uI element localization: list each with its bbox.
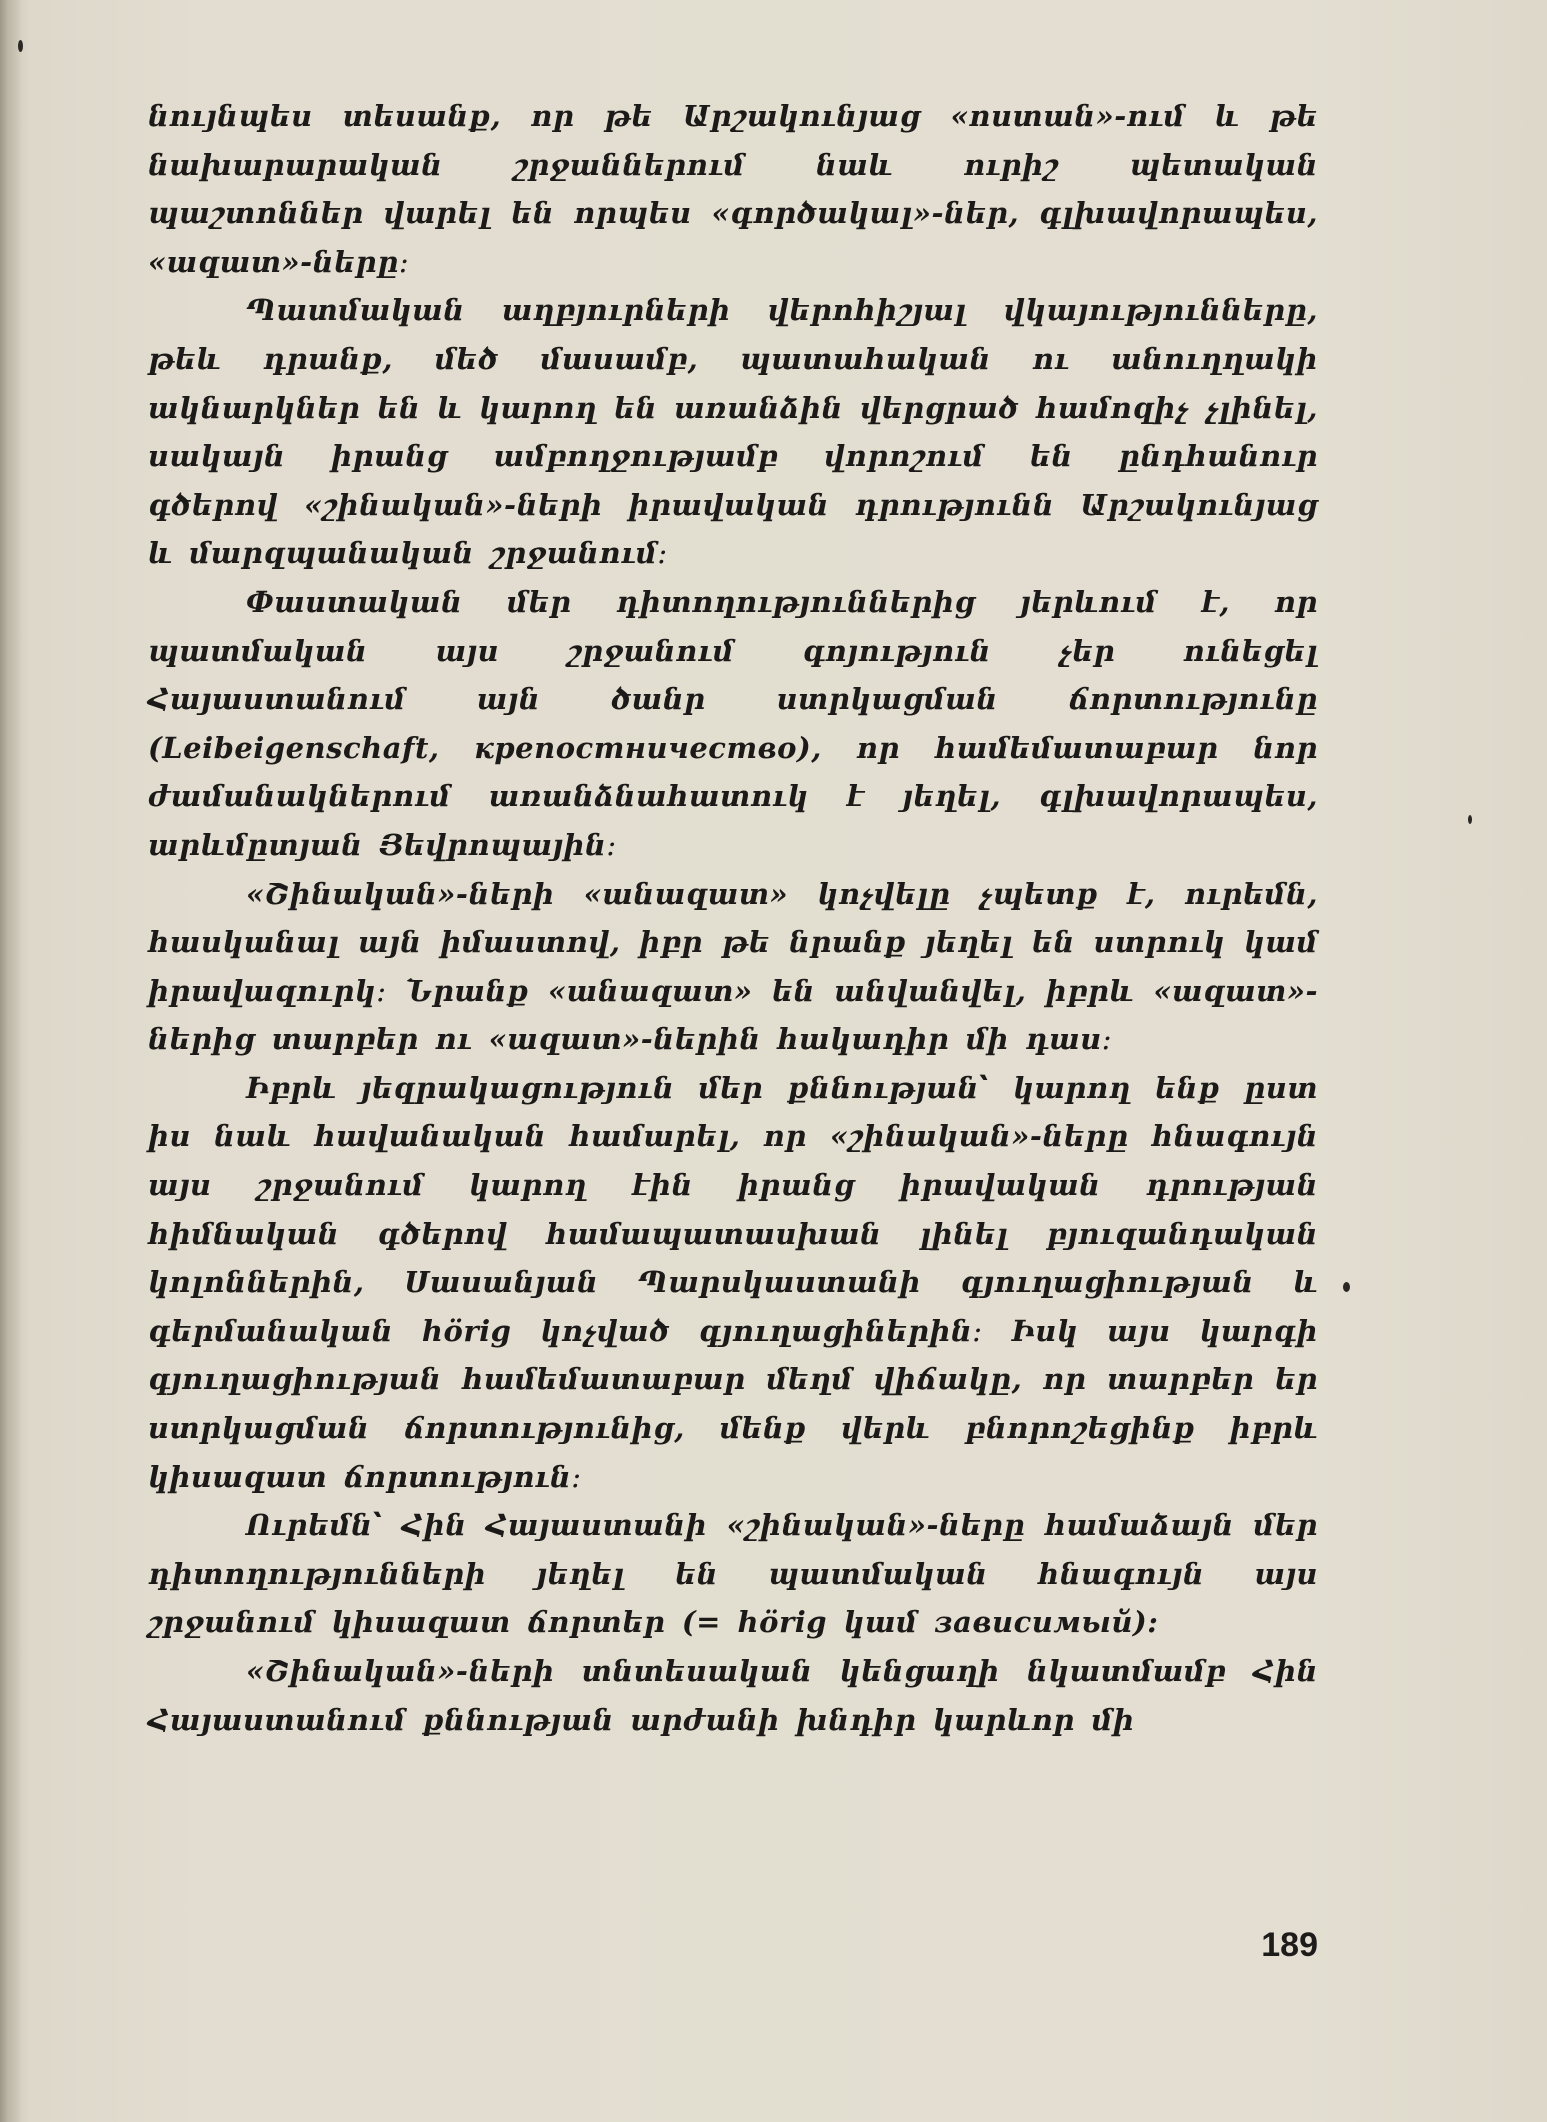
- page-number: 189: [1261, 1926, 1318, 1964]
- body-text: [148, 92, 1318, 1744]
- ink-speck: [1468, 815, 1472, 824]
- ink-speck: [1343, 1282, 1350, 1292]
- page-edge-shadow: [0, 0, 22, 2122]
- paragraph-4: «Շինական»-ների «անազատ» կոչվելը չպետք է, ուրեմն, հասկանալ այն իմաստով, իբր թե նրանք յեղել են ստրուկ կամ իրավազուրկ։ Նրանք «անազատ» են անվանվել, իբրև «ազատ»-ներից տարբեր ու «ազատ»-ներին հակադիր մի դաս։: [148, 876, 1318, 1057]
- paragraph-7: «Շինական»-ների տնտեսական կենցաղի նկատմամբ Հին Հայաստանում քննության արժանի խնդիր կարևոր մի: [148, 1654, 1318, 1737]
- paragraph-6: Ուրեմն՝ Հին Հայաստանի «շինական»-ները համաձայն մեր դիտողությունների յեղել են պատմական հնագույն այս շրջանում կիսազատ ճորտեր (= hörig կամ зависимый):: [148, 1508, 1318, 1640]
- paragraph-3: Փաստական մեր դիտողություններից յերևում է, որ պատմական այս շրջանում գոյություն չեր ունեցել Հայաստանում այն ծանր ստրկացման ճորտությունը (Leibeigenschaft, крепостничество), որ համեմատաբար նոր ժամանակներում առանձնահատուկ է յեղել, գլխավորապես, արևմըտյան Յեվրոպային։: [148, 584, 1318, 862]
- paragraph-5: Իբրև յեզրակացություն մեր քննության՝ կարող ենք ըստ իս նաև հավանական համարել, որ «շինական»-ները հնագույն այս շրջանում կարող էին իրանց իրավական դրության հիմնական գծերով համապատասխան լինել բյուզանդական կոլոններին, Սասանյան Պարսկաստանի գյուղացիության և գերմանական hörig կոչված գյուղացիներին։ Իսկ այս կարգի գյուղացիության համեմատաբար մեղմ վիճակը, որ տարբեր եր ստրկացման ճորտությունից, մենք վերև բնորոշեցինք իբրև կիսազատ ճորտություն։: [148, 1070, 1318, 1494]
- paragraph-2: Պատմական աղբյուրների վերոհիշյալ վկայությունները, թեև դրանք, մեծ մասամբ, պատահական ու անուղղակի ակնարկներ են և կարող են առանձին վերցրած համոզիչ չլինել, սակայն իրանց ամբողջությամբ վորոշում են ընդհանուր գծերով «շինական»-ների իրավական դրությունն Արշակունյաց և մարզպանական շրջանում։: [148, 293, 1318, 571]
- paragraph-1: նույնպես տեսանք, որ թե Արշակունյաց «ոստան»-ում և թե նախարարական շրջաններում նաև ուրիշ պետական պաշտոններ վարել են որպես «գործակալ»-ներ, գլխավորապես, «ազատ»-ները։: [148, 99, 1318, 279]
- ink-speck: [18, 40, 23, 52]
